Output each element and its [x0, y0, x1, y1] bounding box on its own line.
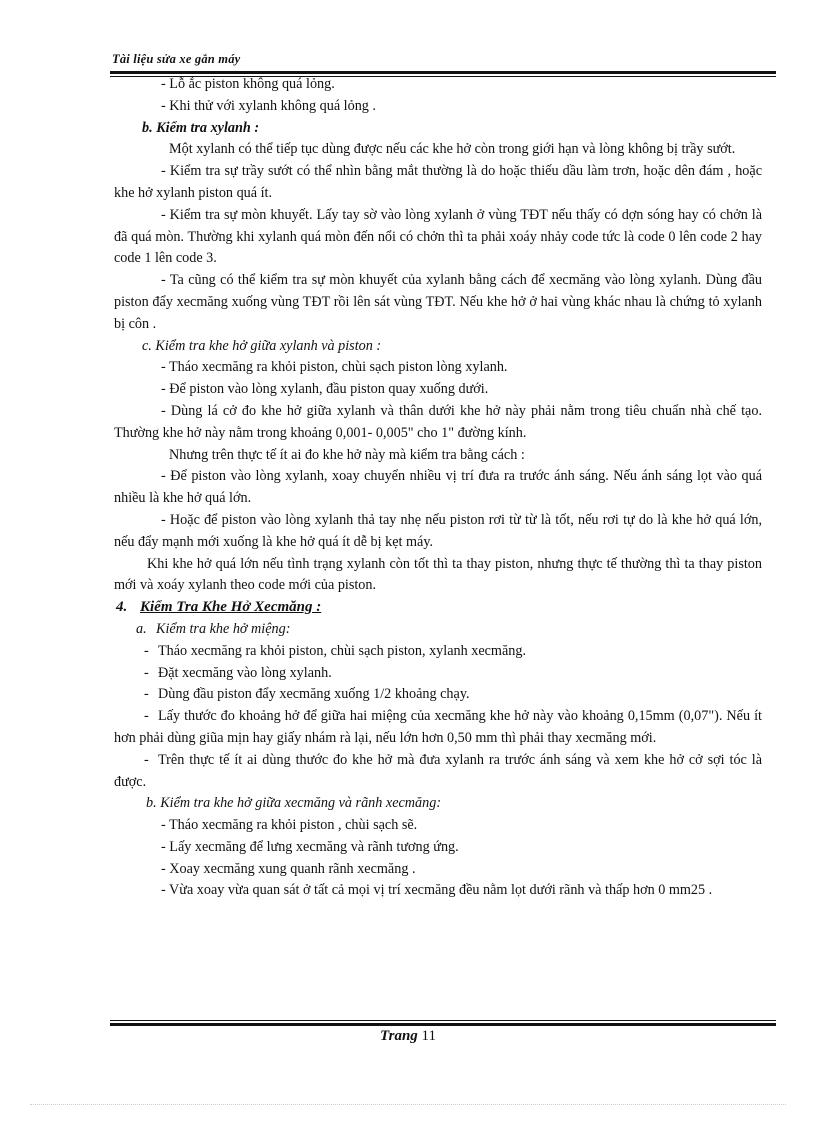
list-bullet: - — [144, 686, 149, 703]
list-item-text: Lấy thước đo khoảng hở để giữa hai miệng của xecmăng khe hở này vào khoảng 0,15mm (0,07"). Nếu ít hơn phải dùng giũa mịn hay giấy nhám rà lại, nếu lớn hơn 0,50 mm thì phải thay xecmăng mới. — [114, 708, 762, 746]
page-number: 11 — [421, 1028, 436, 1044]
paragraph: - Dùng lá cở đo khe hở giữa xylanh và thân dưới khe hở này phải nằm trong tiêu chuẩn nhà chế tạo. Thường khe hở này nằm trong khoảng 0,001- 0,005" cho 1" đường kính. — [114, 402, 762, 441]
paragraph: - Kiểm tra sự mòn khuyết. Lấy tay sờ vào lòng xylanh ở vùng TĐT nếu thấy có dợn sóng hay có chởn là đã quá mòn. Thường khi xylanh quá mòn đến nổi có chởn thì ta phải xoáy nhảy code tức là code 0 lên code 2 hay code 1 lên code 3. — [114, 206, 762, 267]
paragraph: - Để piston vào lòng xylanh, xoay chuyển nhiều vị trí đưa ra trước ánh sáng. Nếu ánh sáng lọt vào quá nhiều là khe hở quá lớn. — [114, 468, 762, 507]
text-line: - Lấy xecmăng để lưng xecmăng và rãnh tương ứng. — [161, 838, 459, 855]
list-bullet: - — [144, 664, 149, 681]
subsection-heading — [114, 619, 762, 641]
list-bullet: - — [144, 751, 149, 768]
list-item — [114, 706, 762, 750]
paragraph: - Kiểm tra sự trầy sướt có thể nhìn bằng mắt thường là do hoặc thiếu dầu làm trơn, hoặc dên đám , hoặc khe hở xylanh piston quá ít. — [114, 163, 762, 201]
list-bullet: - — [144, 708, 149, 725]
subsection-title: Kiểm tra khe hở miệng: — [156, 620, 291, 637]
paragraph: - Vừa xoay vừa quan sát ở tất cả mọi vị trí xecmăng đều nằm lọt dưới rãnh và thấp hơn 0 mm25 . — [161, 882, 713, 899]
list-item-text: Đặt xecmăng vào lòng xylanh. — [158, 664, 332, 681]
section-heading — [114, 597, 762, 619]
text-line: - Để piston vào lòng xylanh, đầu piston quay xuống dưới. — [161, 381, 489, 398]
text-line: - Xoay xecmăng xung quanh rãnh xecmăng . — [161, 860, 416, 877]
section-title: Kiểm Tra Khe Hở Xecmăng : — [140, 599, 322, 616]
text-line: - Lỗ ắc piston không quá lỏng. — [161, 76, 335, 92]
list-item-text: Tháo xecmăng ra khỏi piston, chùi sạch piston, xylanh xecmăng. — [158, 642, 526, 659]
text-line: Nhưng trên thực tế ít ai đo khe hở này mà kiểm tra bằng cách : — [169, 446, 525, 463]
document-header-title: Tài liệu sửa xe gắn máy — [112, 52, 241, 66]
document-body — [114, 74, 762, 902]
subsection-heading: c. Kiểm tra khe hở giữa xylanh và piston : — [142, 337, 382, 354]
footer-rule-thin — [110, 1020, 776, 1021]
list-item — [114, 641, 762, 663]
paragraph: - Ta cũng có thể kiểm tra sự mòn khuyết của xylanh bằng cách để xecmăng vào lòng xylanh. Dùng đầu piston đẩy xecmăng xuống vùng TĐT rồi lên sát vùng TĐT. Nếu khe hở ở hai vùng khác nhau là chứng tỏ xylanh bị côn . — [114, 272, 762, 332]
list-item-text: Dùng đầu piston đẩy xecmăng xuống 1/2 khoảng chạy. — [158, 686, 470, 703]
list-item — [114, 684, 762, 706]
subsection-heading: b. Kiểm tra xylanh : — [142, 119, 260, 136]
page-footer — [0, 1028, 816, 1045]
list-bullet: - — [144, 642, 149, 659]
page-edge-divider — [30, 1104, 786, 1105]
subsection-heading: b. Kiểm tra khe hở giữa xecmăng và rãnh xecmăng: — [146, 795, 442, 812]
subsection-label: a. — [136, 620, 147, 637]
list-item — [114, 750, 762, 794]
list-item-text: Trên thực tế ít ai dùng thước đo khe hở mà đưa xylanh ra trước ánh sáng và xem khe hở cở sợi tóc là được. — [114, 751, 762, 790]
paragraph: Một xylanh có thể tiếp tục dùng được nếu các khe hở còn trong giới hạn và lòng không bị trầy sướt. — [169, 141, 736, 158]
text-line: - Khi thử với xylanh không quá lỏng . — [161, 97, 376, 114]
section-number: 4. — [116, 599, 128, 616]
text-line: - Tháo xecmăng ra khỏi piston , chùi sạch sẽ. — [161, 817, 418, 834]
text-line: - Tháo xecmăng ra khỏi piston, chùi sạch piston lòng xylanh. — [161, 359, 508, 376]
page-label: Trang — [380, 1028, 418, 1044]
footer-rule-thick — [110, 1023, 776, 1026]
list-item — [114, 663, 762, 685]
paragraph: - Hoặc để piston vào lòng xylanh thả tay nhẹ nếu piston rơi từ từ là tốt, nếu rơi tự do là khe hở quá lớn, nếu đẩy mạnh mới xuống là khe hở quá ít dễ bị kẹt máy. — [114, 511, 762, 550]
paragraph: Khi khe hở quá lớn nếu tình trạng xylanh còn tốt thì ta thay piston, nhưng thực tế thường thì ta thay piston mới và xoáy xylanh theo code mới của piston. — [114, 555, 762, 594]
